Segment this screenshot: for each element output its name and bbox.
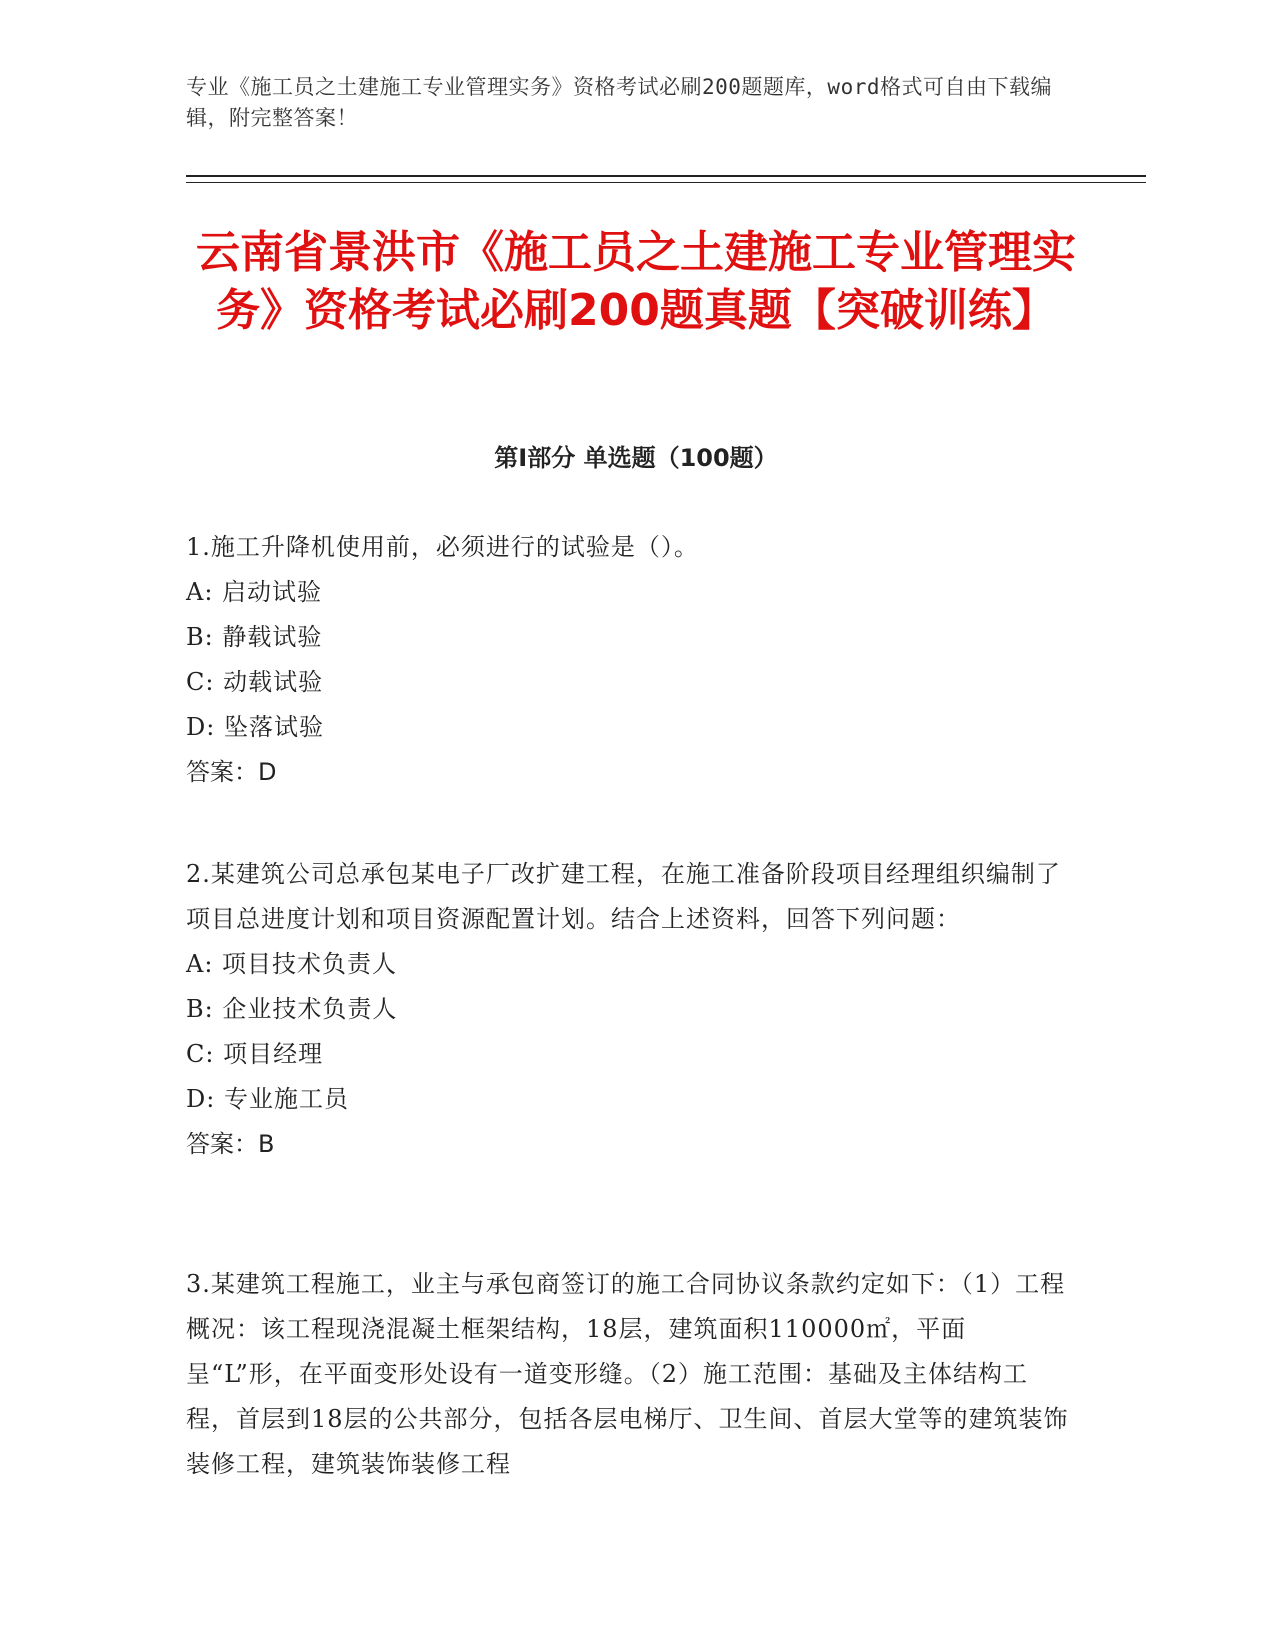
option-a: A: 项目技术负责人: [186, 950, 398, 978]
question-stem: 3.某建筑工程施工，业主与承包商签订的施工合同协议条款约定如下：（1）工程概况：该工程现浇混凝土框架结构，18层，建筑面积110000㎡，平面呈“L”形，在平面变形处设有一道变形缝。（2）施工范围：基础及主体结构工程，首层到18层的公共部分，包括各层电梯厅、卫生间、首层大堂等的建筑装饰装修工程，建筑装饰装修工程: [186, 1270, 1069, 1478]
question-stem: 2.某建筑公司总承包某电子厂改扩建工程，在施工准备阶段项目经理组织编制了项目总进度计划和项目资源配置计划。结合上述资料，回答下列问题：: [186, 860, 1061, 933]
option-a: A: 启动试验: [186, 578, 323, 606]
question-block: [186, 1262, 1076, 1487]
option-c: C: 项目经理: [186, 1040, 324, 1068]
option-c: C: 动载试验: [186, 668, 324, 696]
answer: 答案：B: [186, 1130, 275, 1158]
section-title: 第I部分 单选题（100题）: [494, 444, 778, 472]
document-title: 云南省景洪市《施工员之土建施工专业管理实务》资格考试必刷200题真题【突破训练】: [196, 227, 1076, 336]
option-d: D: 坠落试验: [186, 713, 324, 741]
question-block: [186, 525, 1076, 795]
option-b: B: 静载试验: [186, 623, 323, 651]
header-note: 专业《施工员之土建施工专业管理实务》资格考试必刷200题题库，word格式可自由下载编辑，附完整答案！: [186, 75, 1052, 130]
question-block: [186, 852, 1076, 1167]
answer: 答案：D: [186, 758, 277, 786]
option-b: B: 企业技术负责人: [186, 995, 398, 1023]
option-d: D: 专业施工员: [186, 1085, 349, 1113]
question-stem: 1.施工升降机使用前，必须进行的试验是（）。: [186, 533, 699, 561]
header-divider-thick: [186, 175, 1146, 177]
header-divider-thin: [186, 182, 1146, 183]
